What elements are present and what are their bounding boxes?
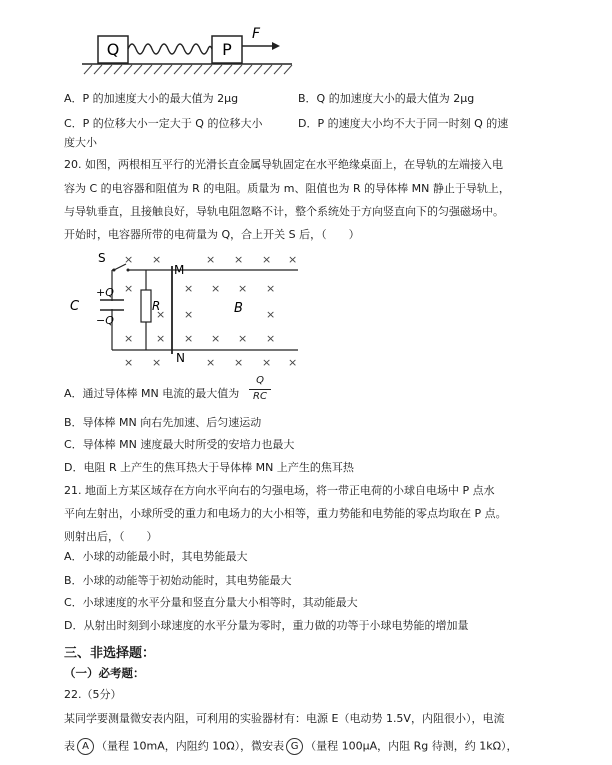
svg-text:×: × bbox=[288, 356, 298, 369]
svg-text:×: × bbox=[234, 356, 244, 369]
q22-line-2 bbox=[64, 738, 518, 755]
svg-text:×: × bbox=[124, 356, 134, 369]
resistor-label: R bbox=[152, 299, 161, 313]
q22-line-1: 某同学要测量微安表内阻，可利用的实验器材有：电源 E（电动势 1.5V，内阻很小），电流 bbox=[64, 712, 505, 725]
switch-label: S bbox=[98, 251, 106, 265]
q21-option-d: D．从射出时刻到小球速度的水平分量为零时，重力做的功等于小球电势能的增加量 bbox=[64, 619, 469, 632]
svg-text:×: × bbox=[234, 253, 244, 266]
q21-stem-line-1: 21. 地面上方某区域存在方向水平向右的匀强电场，将一带正电荷的小球自电场中 P 点水 bbox=[64, 484, 495, 497]
capacitor-label: C bbox=[70, 299, 80, 314]
svg-text:×: × bbox=[152, 253, 162, 266]
svg-text:×: × bbox=[124, 332, 134, 345]
svg-text:×: × bbox=[206, 356, 216, 369]
q22-line-2-end: （量程 100μA，内阻 Rg 待测，约 1kΩ）， bbox=[305, 739, 518, 753]
spring-blocks-figure bbox=[80, 12, 300, 82]
svg-text:×: × bbox=[152, 356, 162, 369]
svg-text:×: × bbox=[156, 332, 166, 345]
svg-text:×: × bbox=[206, 253, 216, 266]
svg-text:×: × bbox=[184, 282, 194, 295]
svg-text:×: × bbox=[266, 332, 276, 345]
q20-stem-line-4: 开始时，电容器所带的电荷量为 Q，合上开关 S 后，（ ） bbox=[64, 228, 360, 241]
point-n-label: N bbox=[176, 351, 185, 365]
q22-line-2-middle: （量程 10mA，内阻约 10Ω），微安表 bbox=[96, 739, 285, 753]
svg-text:×: × bbox=[124, 282, 134, 295]
svg-text:×: × bbox=[262, 356, 272, 369]
q20-option-b: B．导体棒 MN 向右先加速、后匀速运动 bbox=[64, 416, 262, 429]
q20-option-c: C．导体棒 MN 速度最大时所受的安培力也最大 bbox=[64, 438, 295, 451]
svg-text:×: × bbox=[184, 332, 194, 345]
svg-text:×: × bbox=[238, 282, 248, 295]
block-p-label: P bbox=[222, 40, 232, 59]
field-label: B bbox=[234, 301, 243, 316]
q20-option-d: D．电阻 R 上产生的焦耳热大于导体棒 MN 上产生的焦耳热 bbox=[64, 461, 354, 474]
q20-stem-line-1: 20. 如图，两根相互平行的光滑长直金属导轨固定在水平绝缘桌面上，在导轨的左端接入电 bbox=[64, 158, 503, 171]
rail-circuit-figure bbox=[66, 248, 306, 370]
spring bbox=[128, 44, 212, 54]
subsection-heading: （一）必考题： bbox=[64, 666, 145, 680]
resistor-r bbox=[141, 290, 151, 322]
q20-stem-line-2: 容为 C 的电容器和阻值为 R 的电阻。质量为 m、阻值也为 R 的导体棒 MN 静止于导轨上， bbox=[64, 182, 510, 195]
svg-text:×: × bbox=[238, 332, 248, 345]
q20-stem-line-3: 与导轨垂直，且接触良好，导轨电阻忽略不计，整个系统处于方向竖直向下的匀强磁场中。 bbox=[64, 205, 504, 218]
point-m-label: M bbox=[174, 263, 185, 277]
svg-text:×: × bbox=[262, 253, 272, 266]
galvanometer-icon: G bbox=[286, 738, 303, 755]
svg-text:×: × bbox=[156, 308, 166, 321]
q21-option-a: A．小球的动能最小时，其电势能最大 bbox=[64, 550, 248, 563]
q19-option-d-cont: 度大小 bbox=[64, 136, 97, 149]
force-label: F bbox=[252, 26, 261, 42]
svg-text:×: × bbox=[211, 282, 221, 295]
q21-option-b: B．小球的动能等于初始动能时，其电势能最大 bbox=[64, 574, 292, 587]
q20-option-a-denominator: RC bbox=[253, 391, 267, 402]
q20-option-a: A．通过导体棒 MN 电流的最大值为 bbox=[64, 387, 240, 400]
block-q-label: Q bbox=[106, 40, 120, 59]
force-arrowhead bbox=[272, 42, 280, 50]
q19-option-d: D．P 的速度大小均不大于同一时刻 Q 的速 bbox=[298, 117, 509, 130]
q21-stem-line-3: 则射出后，（ ） bbox=[64, 530, 158, 543]
q21-stem-line-2: 平向左射出，小球所受的重力和电场力的大小相等，重力势能和电势能的零点均取在 P 点。 bbox=[64, 507, 507, 520]
svg-text:×: × bbox=[184, 308, 194, 321]
section-heading: 三、非选择题： bbox=[64, 646, 156, 661]
q20-option-a-numerator: Q bbox=[256, 375, 264, 386]
q21-option-c: C．小球速度的水平分量和竖直分量大小相等时，其动能最大 bbox=[64, 596, 358, 609]
q20-option-a-fraction-bar bbox=[249, 389, 271, 390]
q19-option-b: B．Q 的加速度大小的最大值为 2μg bbox=[298, 92, 475, 105]
q19-option-c: C．P 的位移大小一定大于 Q 的位移大小 bbox=[64, 117, 263, 130]
minus-q-label: −Q bbox=[96, 314, 114, 327]
q22-line-2-start: 表 bbox=[64, 739, 75, 753]
svg-text:×: × bbox=[266, 308, 276, 321]
svg-text:×: × bbox=[266, 282, 276, 295]
ground-hatching bbox=[84, 65, 292, 74]
q19-option-a: A．P 的加速度大小的最大值为 2μg bbox=[64, 92, 239, 105]
q22-heading: 22.（5分） bbox=[64, 688, 122, 701]
svg-text:×: × bbox=[124, 253, 134, 266]
plus-q-label: +Q bbox=[96, 286, 114, 299]
ammeter-icon: A bbox=[77, 738, 94, 755]
svg-text:×: × bbox=[211, 332, 221, 345]
svg-text:×: × bbox=[288, 253, 298, 266]
